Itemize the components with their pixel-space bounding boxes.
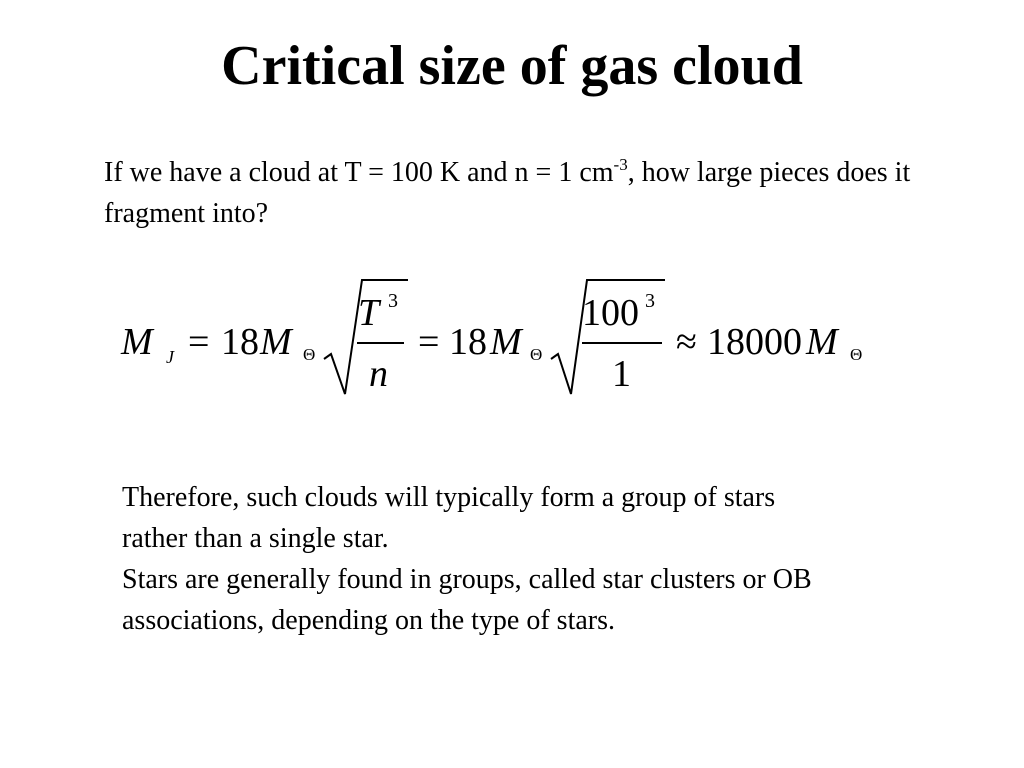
conclusion-paragraph-2: Stars are generally found in groups, called star clusters or OB associations, depending on the type of stars.	[122, 564, 812, 636]
question-part2: , how large pieces does it fragment into?	[104, 157, 911, 229]
frac1-numerator: T	[358, 292, 380, 334]
frac1-denominator: n	[369, 353, 388, 395]
conclusion-paragraph-1: Therefore, such clouds will typically form a group of stars rather than a single star.	[122, 482, 776, 554]
eq-solar-subscript-2: Θ	[530, 345, 543, 364]
eq-mass-symbol-1: M	[260, 321, 292, 363]
slide-title: Critical size of gas cloud	[221, 35, 803, 97]
question-text	[104, 152, 924, 234]
eq-equals-1: =	[188, 321, 210, 363]
jeans-mass-equation	[0, 270, 1024, 400]
eq-result-value: 18000	[707, 321, 802, 363]
eq-mass-symbol-3: M	[806, 321, 838, 363]
eq-approx-sign: ≈	[676, 321, 697, 363]
conclusion-text	[122, 477, 842, 641]
frac2-numerator-exponent: 3	[645, 290, 655, 312]
eq-coefficient-1: 18	[221, 321, 259, 363]
frac2-numerator: 100	[582, 292, 639, 334]
eq-coefficient-2: 18	[449, 321, 487, 363]
frac1-numerator-exponent: 3	[388, 290, 398, 312]
eq-lhs-subscript: J	[166, 347, 174, 367]
eq-solar-subscript-1: Θ	[303, 345, 316, 364]
eq-mass-symbol-2: M	[490, 321, 522, 363]
eq-solar-subscript-3: Θ	[850, 345, 863, 364]
question-exponent: -3	[613, 155, 628, 174]
eq-lhs-symbol: M	[121, 321, 153, 363]
frac2-denominator: 1	[612, 353, 631, 395]
question-part1: If we have a cloud at T = 100 K and n = 1 cm	[104, 157, 614, 188]
eq-equals-2: =	[418, 321, 440, 363]
